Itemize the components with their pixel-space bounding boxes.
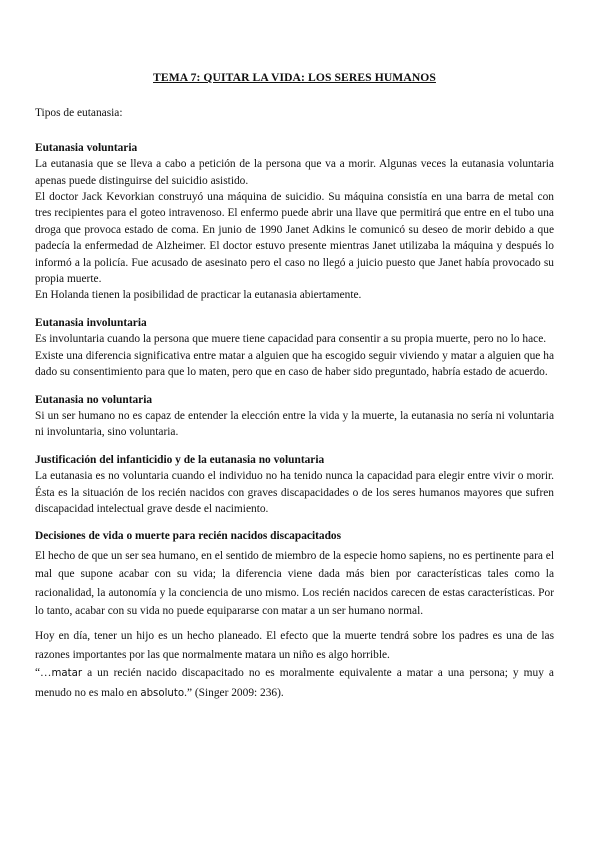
page-title: TEMA 7: QUITAR LA VIDA: LOS SERES HUMANOS: [153, 71, 436, 84]
paragraph: La eutanasia es no voluntaria cuando el individuo no ha tenido nunca la capacidad para elegir entre vivir o morir. Ésta es la situación de los recién nacidos con graves discapacidades o de los seres humanos mayores que sufren discapacidad intelectual grave desde el nacimiento.: [35, 470, 554, 515]
section-voluntaria: [35, 140, 554, 304]
paragraph: Es involuntaria cuando la persona que muere tiene capacidad para consentir a su propia muerte, pero no lo hace.: [35, 333, 547, 346]
section-decisiones: [35, 528, 554, 703]
intro-text: Tipos de eutanasia:: [35, 107, 123, 120]
section-justificacion: [35, 452, 554, 518]
section-heading: Eutanasia voluntaria: [35, 141, 138, 154]
quote-middle: a un recién nacido discapacitado no es moralmente equivalente a matar a una persona; y muy a menudo no es malo en: [35, 667, 554, 699]
paragraph: Hoy en día, tener un hijo es un hecho planeado. El efecto que la muerte tendrá sobre los padres es una de las razones importantes por las que normalmente matara un niño es algo horrible.: [35, 630, 554, 661]
section-heading: Eutanasia no voluntaria: [35, 393, 153, 406]
paragraph: En Holanda tienen la posibilidad de practicar la eutanasia abiertamente.: [35, 289, 362, 302]
quote-open: “…: [35, 667, 52, 680]
paragraph: Existe una diferencia significativa entre matar a alguien que ha escogido seguir viviendo y matar a alguien que ha dado su consentimiento para que lo maten, pero que en caso de haber sido preguntado, habría estado de acuerdo.: [35, 349, 554, 379]
section-heading: Decisiones de vida o muerte para recién nacidos discapacitados: [35, 530, 342, 543]
quote-word-matar: matar: [51, 668, 83, 680]
quote-word-absoluto: absoluto: [140, 687, 185, 699]
quote-close: .” (Singer 2009: 236).: [184, 686, 284, 699]
paragraph: El doctor Jack Kevorkian construyó una máquina de suicidio. Su máquina consistía en una barra de metal con tres recipientes para el goteo intravenoso. El enfermo puede abrir una llave que permitirá que entre en el tubo una droga que provoca estado de coma. En junio de 1990 Janet Adkins le comunicó su deseo de morir debido a que padecía la enfermedad de Alzheimer. El doctor estuvo presente mientras Janet utilizaba la máquina y después lo informó a la policía. Fue acusado de asesinato pero el caso no llegó a juicio puesto que Janet había provocado su propia muerte.: [35, 191, 554, 286]
section-heading: Justificación del infanticidio y de la eutanasia no voluntaria: [35, 453, 325, 466]
section-heading: Eutanasia involuntaria: [35, 316, 147, 329]
paragraph: Si un ser humano no es capaz de entender la elección entre la vida y la muerte, la eutanasia no sería ni voluntaria ni involuntaria, sino voluntaria.: [35, 409, 554, 439]
section-no-voluntaria: [35, 392, 554, 441]
paragraph: La eutanasia que se lleva a cabo a petición de la persona que va a morir. Algunas veces la eutanasia voluntaria apenas puede distinguirse del suicidio asistido.: [35, 158, 554, 187]
paragraph: El hecho de que un ser sea humano, en el sentido de miembro de la especie homo sapiens, no es pertinente para el mal que supone acabar con su vida; la diferencia viene dada más bien por características tales como la racionalidad, la autonomía y la conciencia de uno mismo. Los recién nacidos carecen de estas características. Por lo tanto, acabar con su vida no puede equipararse con matar a un ser humano normal.: [35, 549, 554, 617]
section-involuntaria: [35, 315, 554, 381]
quote-paragraph: [35, 664, 554, 703]
